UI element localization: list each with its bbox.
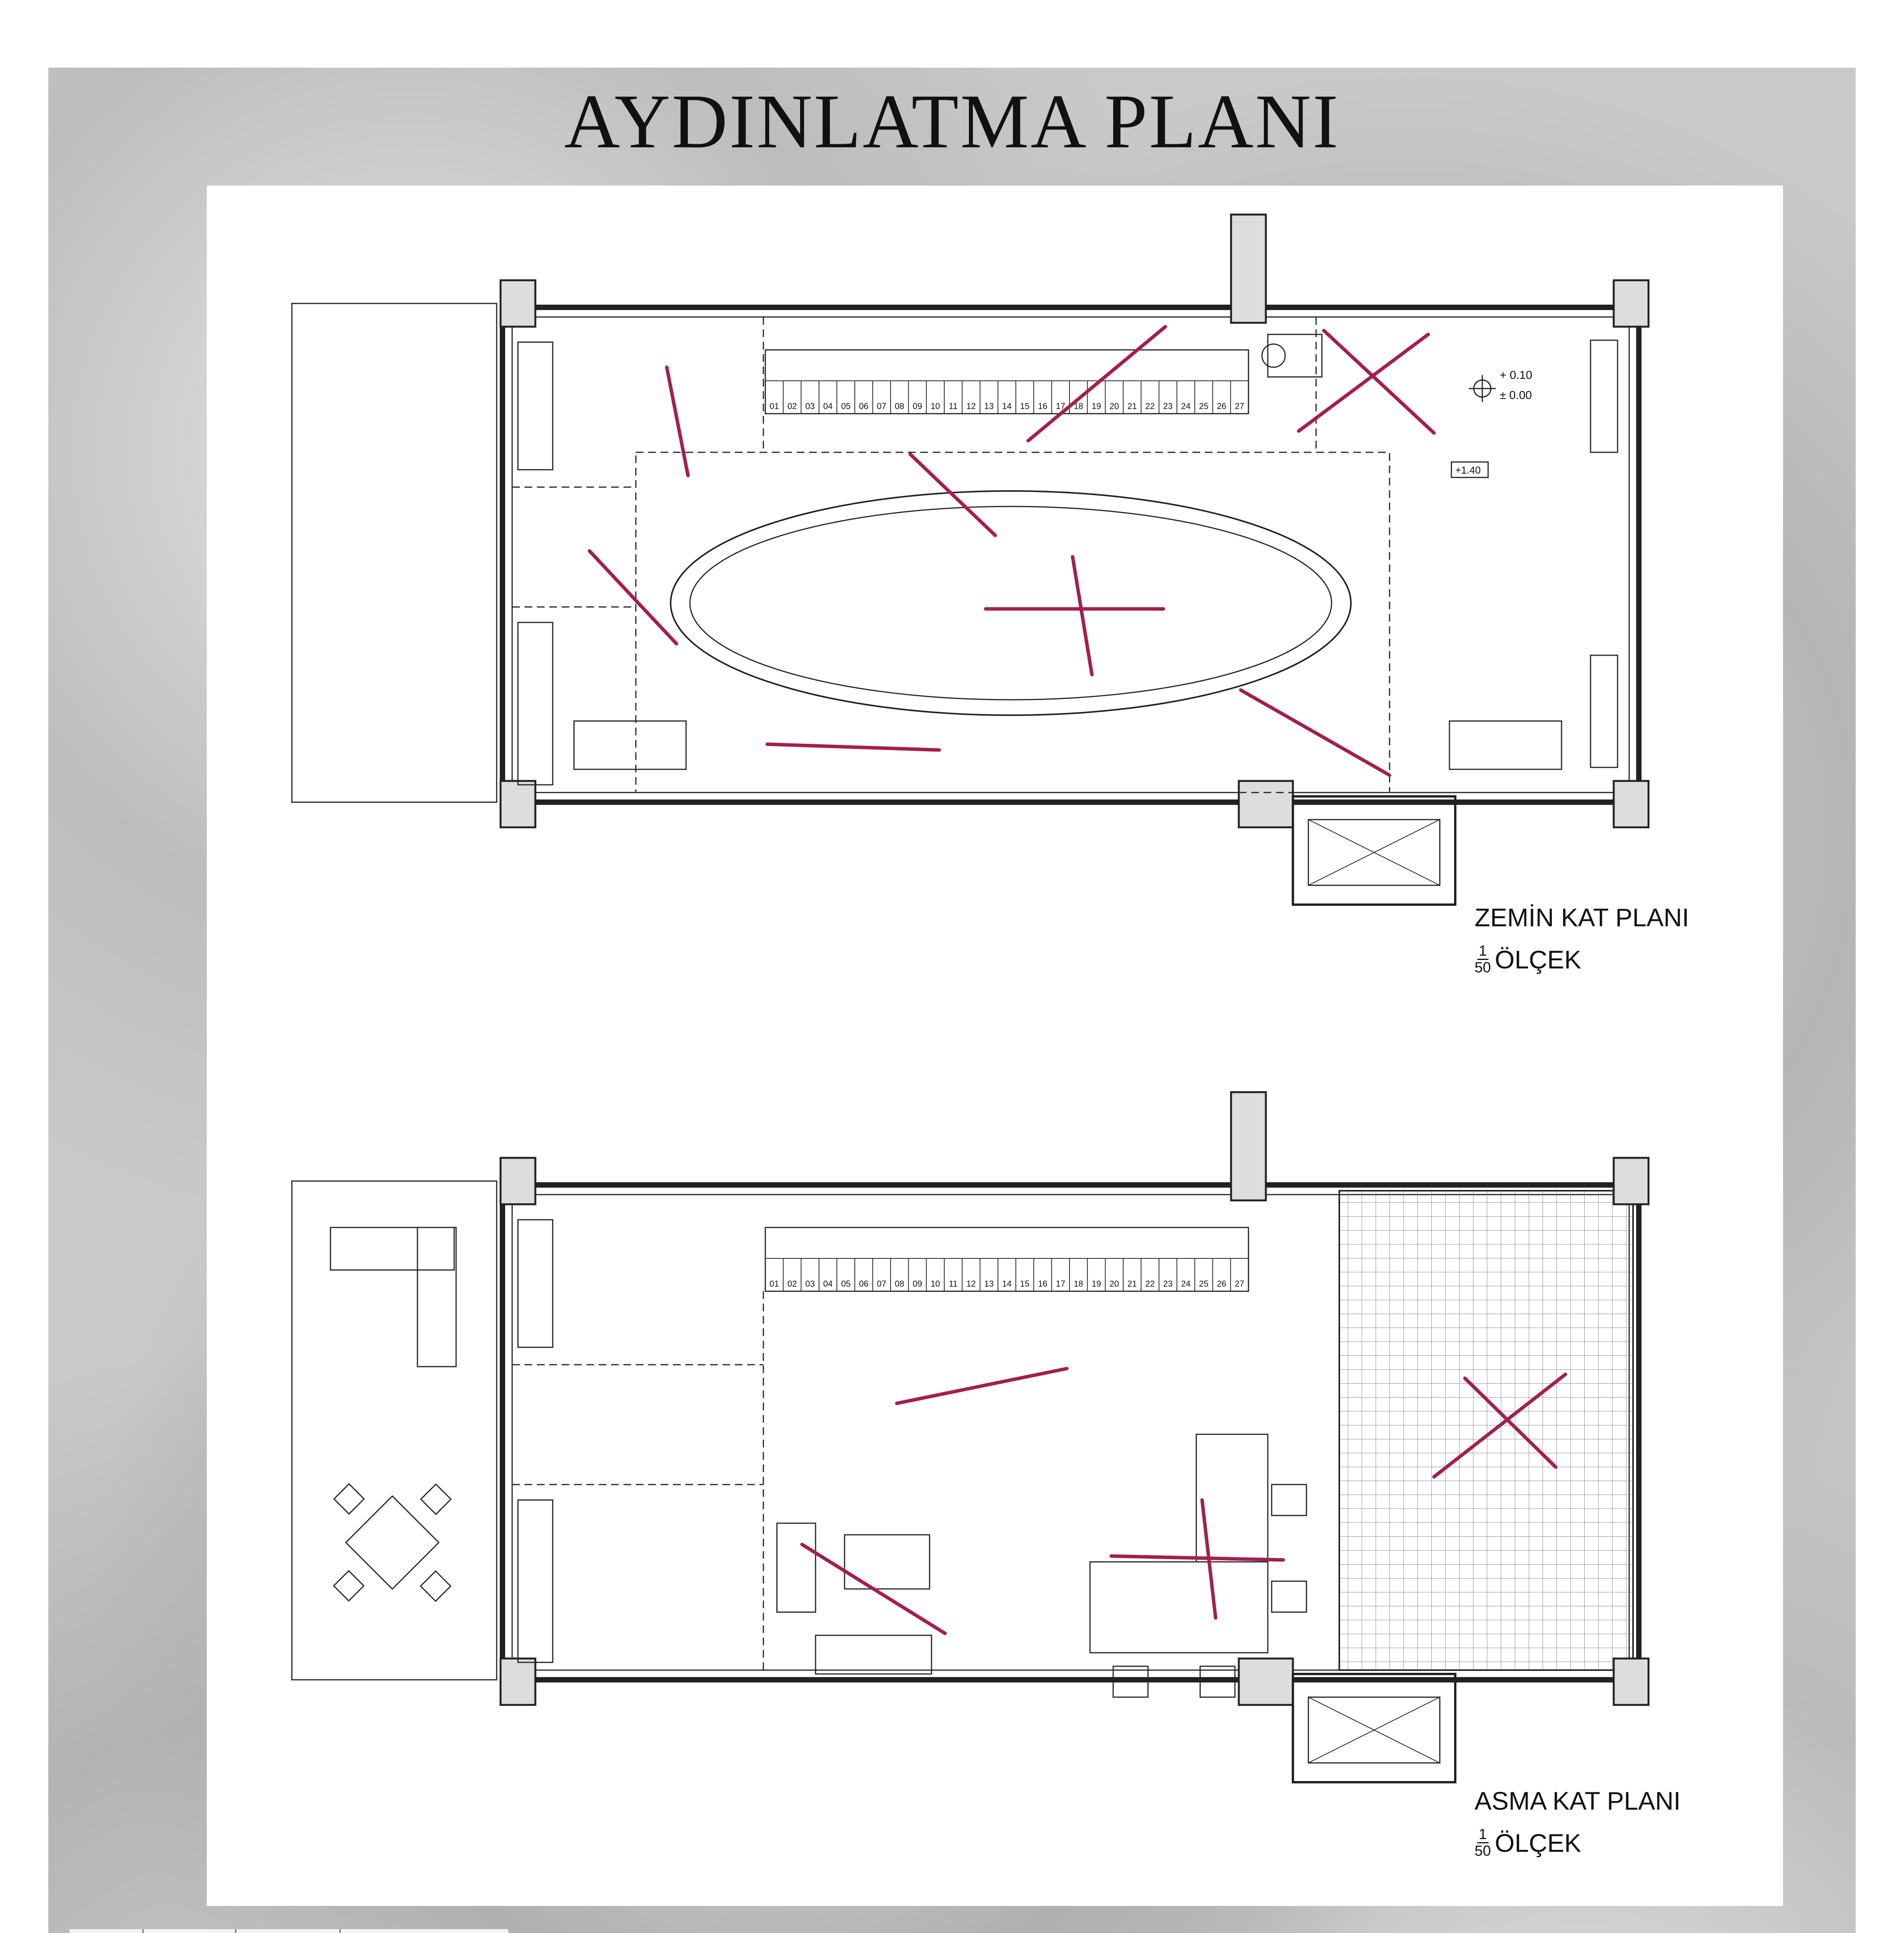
level-plus: + 0.10 — [1500, 369, 1533, 382]
stair-step-number: 27 — [1235, 1279, 1245, 1289]
lamp-line — [1073, 557, 1092, 675]
stair-step-number: 14 — [1002, 401, 1012, 411]
stair-step-number: 09 — [913, 1279, 922, 1289]
ground-plan-label: ZEMİN KAT PLANI — [1475, 903, 1689, 932]
stair-step-number: 04 — [823, 1279, 833, 1289]
stair-step-number: 06 — [859, 1279, 869, 1289]
lamp-line — [589, 551, 676, 644]
lamp-line — [1241, 690, 1390, 775]
stair-step-number: 19 — [1092, 1279, 1101, 1289]
stair-step-number: 19 — [1092, 401, 1101, 411]
stair-step-number: 02 — [787, 401, 797, 411]
stair-step-number: 22 — [1145, 401, 1155, 411]
stair-step-number: 03 — [805, 401, 815, 411]
stair-step-number: 18 — [1073, 401, 1083, 411]
lamp-line — [897, 1369, 1067, 1403]
stair-step-number: 26 — [1217, 401, 1226, 411]
stair-step-number: 12 — [966, 1279, 976, 1289]
stair-step-number: 23 — [1163, 1279, 1173, 1289]
plan-frame — [207, 186, 1783, 1906]
stair-step-number: 04 — [823, 401, 833, 411]
stair-step-number: 25 — [1199, 401, 1209, 411]
level-marker — [1469, 375, 1496, 402]
ground-outer-wall — [502, 307, 1639, 802]
lamp-line — [767, 744, 939, 750]
stair-step-number: 24 — [1181, 401, 1191, 411]
stair-step-number: 11 — [949, 1279, 958, 1289]
mezzanine-plan-label: ASMA KAT PLANI — [1475, 1786, 1681, 1815]
level-tag: +1.40 — [1455, 464, 1481, 476]
stair-step-number: 03 — [805, 1279, 815, 1289]
stair-step-number: 13 — [984, 1279, 994, 1289]
stair-step-number: 16 — [1038, 1279, 1047, 1289]
stair-step-number: 01 — [769, 401, 779, 411]
stair-step-number: 21 — [1127, 1279, 1137, 1289]
stair-step-number: 08 — [894, 1279, 904, 1289]
lamp-line — [1028, 327, 1165, 441]
stair-step-number: 05 — [841, 1279, 851, 1289]
lamp-line — [1111, 1556, 1283, 1560]
stair-step-number: 15 — [1020, 1279, 1030, 1289]
ground-floor-plan — [207, 186, 1783, 959]
stair-step-number: 20 — [1109, 1279, 1119, 1289]
stair-step-number: 05 — [841, 401, 851, 411]
stair-step-number: 18 — [1073, 1279, 1083, 1289]
stair-step-number: 02 — [787, 1279, 797, 1289]
stair-step-number: 17 — [1056, 401, 1066, 411]
mezzanine-plan-scale: $\frac{1}{50}$ ÖLÇEK — [1475, 1826, 1582, 1859]
left-annex — [292, 303, 497, 802]
stair-step-number: 21 — [1127, 401, 1137, 411]
stair-step-number: 10 — [930, 401, 940, 411]
stair-step-number: 22 — [1145, 1279, 1155, 1289]
stair-step-number: 23 — [1163, 401, 1173, 411]
stair-step-number: 12 — [966, 401, 976, 411]
ground-lamps — [589, 327, 1434, 775]
lamp-line — [1299, 334, 1428, 431]
stair-step-number: 24 — [1181, 1279, 1191, 1289]
level-zero: ± 0.00 — [1500, 389, 1532, 402]
linear-led-photo — [70, 1929, 508, 1933]
stair-step-number: 20 — [1109, 401, 1119, 411]
stair-step-number: 13 — [984, 401, 994, 411]
stair-step-number: 01 — [769, 1279, 779, 1289]
stair-step-number: 07 — [877, 401, 887, 411]
stair-step-number: 27 — [1235, 401, 1245, 411]
stair-step-number: 08 — [894, 401, 904, 411]
page-title: AYDINLATMA PLANI — [564, 79, 1340, 164]
stair-step-number: 11 — [949, 401, 958, 411]
mezzanine-plan — [207, 1063, 1783, 1836]
stair-step-number: 09 — [913, 401, 922, 411]
ground-plan-scale: $\frac{1}{50}$ ÖLÇEK — [1475, 943, 1582, 976]
stair-step-number: 06 — [859, 401, 869, 411]
stair-step-number: 16 — [1038, 401, 1047, 411]
stair-step-number: 17 — [1056, 1279, 1066, 1289]
stair-step-number: 25 — [1199, 1279, 1209, 1289]
stair-step-number: 26 — [1217, 1279, 1226, 1289]
stair-step-number: 15 — [1020, 401, 1030, 411]
stair-step-number: 10 — [930, 1279, 940, 1289]
stair-step-number: 07 — [877, 1279, 887, 1289]
stair-step-number: 14 — [1002, 1279, 1012, 1289]
void-grid — [1339, 1191, 1633, 1670]
lamp-line — [1324, 331, 1434, 433]
lamp-line — [667, 367, 688, 476]
